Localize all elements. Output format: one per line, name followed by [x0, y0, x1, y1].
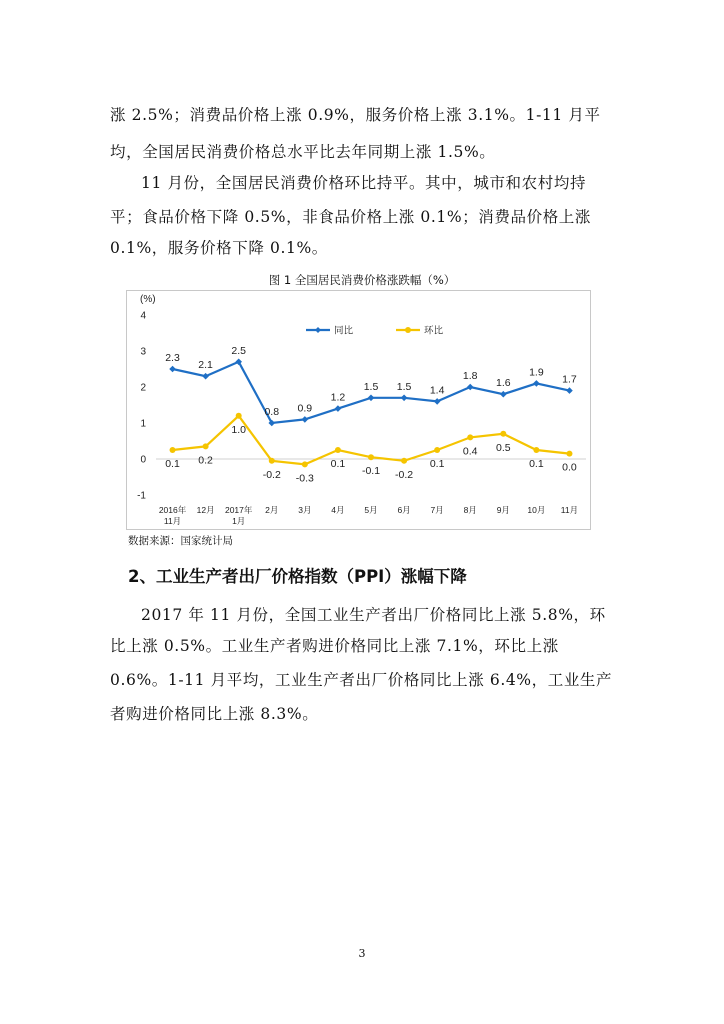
data-point-yoy	[467, 384, 474, 391]
x-tick-label: 3月	[298, 505, 312, 515]
data-label-yoy: 1.2	[330, 391, 346, 404]
y-tick-label: -1	[137, 490, 146, 502]
chart-canvas	[126, 290, 591, 530]
data-label-yoy: 0.8	[264, 406, 280, 418]
cpi-line-chart	[126, 290, 591, 530]
y-tick-label: 1	[140, 418, 146, 430]
paragraph-2-line-3: 0.1%，服务价格下降 0.1%。	[110, 239, 328, 257]
legend-marker-mom	[405, 327, 411, 333]
data-point-mom	[269, 458, 275, 464]
paragraph-2-line-2: 平；食品价格下降 0.5%，非食品价格上涨 0.1%；消费品价格上涨	[110, 208, 592, 226]
data-point-mom	[203, 443, 209, 449]
data-point-mom	[467, 434, 473, 440]
data-label-mom: 0.1	[165, 458, 180, 470]
data-label-mom: 0.1	[429, 458, 445, 470]
data-label-mom: 0.1	[529, 458, 544, 470]
data-label-mom: -0.3	[295, 472, 314, 485]
data-label-yoy: 1.5	[363, 380, 379, 393]
x-tick-label: 9月	[496, 505, 510, 515]
data-point-yoy	[533, 380, 540, 387]
x-tick-label: 12月	[196, 505, 215, 515]
x-tick-label: 1月	[232, 516, 246, 526]
page-number: 3	[358, 947, 366, 960]
paragraph-3-line-2: 比上涨 0.5%。工业生产者购进价格同比上涨 7.1%，环比上涨	[110, 637, 559, 655]
data-point-yoy	[335, 405, 342, 412]
data-point-mom	[500, 431, 506, 437]
data-label-mom: 0.5	[496, 441, 511, 454]
data-point-mom	[236, 413, 242, 419]
data-label-mom: -0.2	[262, 468, 281, 481]
data-label-mom: 1.0	[231, 423, 246, 436]
data-label-yoy: 1.4	[429, 384, 445, 397]
paragraph-3-line-1: 2017 年 11 月份，全国工业生产者出厂价格同比上涨 5.8%，环	[141, 606, 606, 624]
data-point-mom	[401, 458, 407, 464]
y-tick-label: 4	[140, 310, 146, 322]
paragraph-3-line-4: 者购进价格同比上涨 8.3%。	[110, 705, 319, 723]
data-point-mom	[368, 454, 374, 460]
data-label-yoy: 1.7	[562, 373, 577, 386]
legend-label-yoy: 同比	[334, 325, 354, 337]
legend-marker-yoy	[315, 327, 321, 333]
data-point-mom	[170, 447, 176, 453]
data-point-yoy	[169, 366, 176, 373]
data-label-mom: 0.1	[330, 458, 346, 470]
x-tick-label: 2017年	[224, 505, 253, 515]
data-label-yoy: 2.1	[198, 359, 213, 372]
data-point-yoy	[401, 395, 408, 402]
x-tick-label: 5月	[364, 505, 378, 515]
x-tick-label: 6月	[397, 505, 411, 515]
y-axis-label: (%)	[140, 294, 156, 305]
data-point-yoy	[202, 373, 209, 380]
source-note: 数据来源：国家统计局	[128, 535, 233, 547]
y-tick-label: 3	[140, 346, 146, 358]
data-point-mom	[302, 461, 308, 467]
x-tick-label: 11月	[560, 505, 579, 515]
data-point-yoy	[302, 416, 309, 423]
paragraph-1-line-1: 涨 2.5%；消费品价格上涨 0.9%，服务价格上涨 3.1%。1-11 月平	[110, 106, 601, 124]
x-tick-label: 2月	[265, 505, 279, 515]
data-point-mom	[533, 447, 539, 453]
data-point-yoy	[368, 395, 375, 402]
data-label-mom: 0.0	[562, 461, 577, 474]
x-tick-label: 7月	[430, 505, 444, 515]
x-tick-label: 4月	[331, 505, 345, 515]
data-point-yoy	[500, 391, 507, 398]
data-point-mom	[335, 447, 341, 453]
data-point-mom	[434, 447, 440, 453]
data-label-mom: 0.2	[198, 454, 213, 467]
section-heading: 2、工业生产者出厂价格指数（PPI）涨幅下降	[128, 567, 467, 586]
y-tick-label: 2	[140, 382, 146, 394]
data-label-yoy: 1.9	[529, 366, 544, 379]
x-tick-label: 2016年	[158, 505, 187, 515]
data-label-yoy: 1.6	[496, 377, 511, 390]
data-label-yoy: 2.3	[165, 352, 180, 364]
data-label-yoy: 1.5	[396, 380, 412, 393]
chart-border	[127, 291, 591, 530]
data-label-yoy: 2.5	[231, 344, 246, 357]
data-point-yoy	[566, 387, 573, 394]
data-label-mom: 0.4	[462, 445, 478, 458]
paragraph-3-line-3: 0.6%。1-11 月平均，工业生产者出厂价格同比上涨 6.4%，工业生产	[110, 671, 613, 689]
data-label-mom: -0.1	[361, 465, 381, 478]
x-tick-label: 11月	[163, 516, 182, 526]
x-tick-label: 8月	[463, 505, 477, 515]
x-tick-label: 10月	[527, 505, 546, 515]
data-label-mom: -0.2	[395, 468, 414, 481]
paragraph-1-line-2: 均，全国居民消费价格总水平比去年同期上涨 1.5%。	[110, 143, 496, 161]
paragraph-2-line-1: 11 月份，全国居民消费价格环比持平。其中，城市和农村均持	[141, 174, 587, 192]
data-point-mom	[566, 451, 572, 457]
data-label-yoy: 0.9	[297, 402, 313, 415]
legend-label-mom: 环比	[424, 325, 444, 337]
y-tick-label: 0	[140, 454, 146, 466]
data-point-yoy	[434, 398, 441, 405]
figure-caption: 图 1 全国居民消费价格涨跌幅（%）	[268, 273, 456, 287]
data-label-yoy: 1.8	[462, 370, 478, 382]
